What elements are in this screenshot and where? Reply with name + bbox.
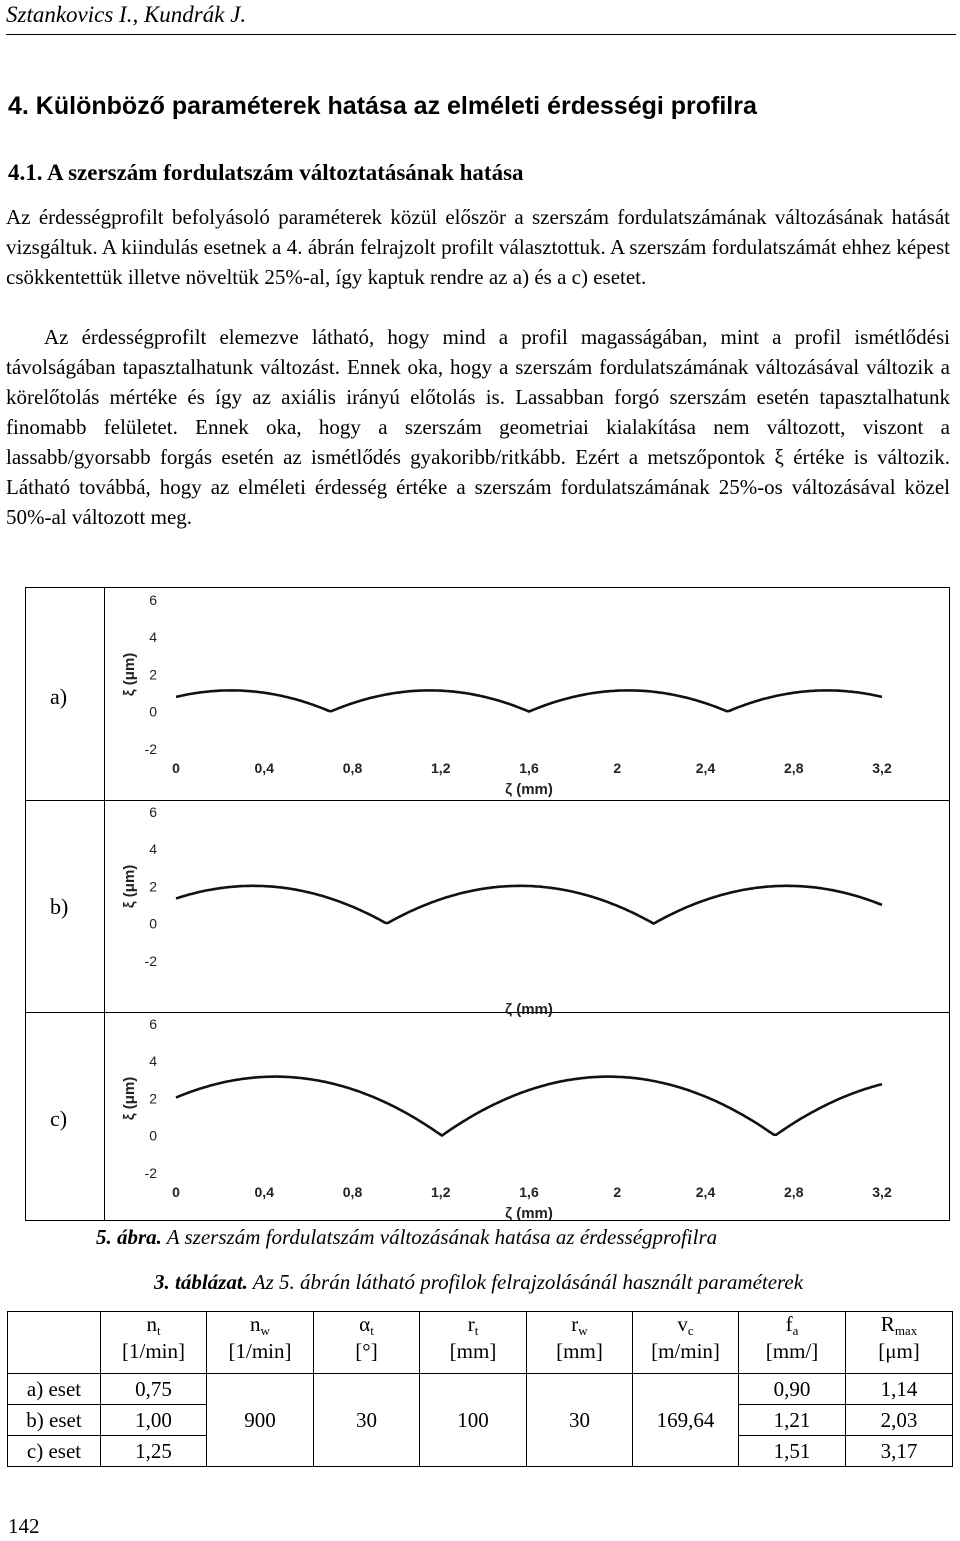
cell-alpha: 30 xyxy=(314,1374,420,1467)
y-tick-label: 2 xyxy=(149,666,157,683)
y-tick-label: 4 xyxy=(149,841,157,858)
table-row xyxy=(8,1374,953,1405)
profile-line xyxy=(176,690,882,711)
cell-nt: 0,75 xyxy=(101,1374,207,1405)
y-tick-label: 2 xyxy=(149,1090,157,1107)
header-rt: $r_t$ [mm] xyxy=(420,1312,527,1374)
y-tick-label: 0 xyxy=(149,703,157,720)
table-caption xyxy=(154,1270,803,1295)
header-rmax: $R_{max}$ [μm] xyxy=(846,1312,953,1374)
x-tick-label: 2,8 xyxy=(784,760,804,776)
y-tick-label: 4 xyxy=(149,629,157,646)
x-tick-label: 0 xyxy=(172,1184,180,1200)
x-tick-label: 0,4 xyxy=(254,760,274,776)
y-tick-label: 6 xyxy=(149,592,157,608)
table-caption-number: 3. táblázat. xyxy=(154,1270,248,1294)
x-axis-label: ζ (mm) xyxy=(505,781,553,798)
y-tick-label: 0 xyxy=(149,915,157,932)
y-tick-label: 4 xyxy=(149,1053,157,1070)
y-tick-label: 0 xyxy=(149,1127,157,1144)
row-label: a) eset xyxy=(8,1374,101,1405)
running-header xyxy=(6,2,956,35)
y-tick-label: -2 xyxy=(144,740,157,757)
header-vc: $v_c$ [m/min] xyxy=(633,1312,739,1374)
y-tick-label: -2 xyxy=(144,1164,157,1181)
x-tick-label: 3,2 xyxy=(872,760,892,776)
paragraph-text: Az érdességprofilt elemezve látható, hogy mind a profil magasságában, mint a profil ismétlődési távolságában tapasztalhatunk változást. Ennek oka, hogy a szerszám fordulatszámának változásával változik a körelőtolás mértéke és így az axiális irányú előtolás is. Lassabban forgó szerszám esetén tapasztalhatunk finomabb felületet. Ennek oka, hogy a szerszám geometriai kialakítása nem változott, viszont a lassabb/gyorsabb forgás esetén az ismétlődés gyakoribb/ritkább. Ezért a metszőpontok ξ értéke is változik. Látható továbbá, hogy az elméleti érdesség értéke a szerszám fordulatszámának 25%-os változásával közel 50%-al változott meg. xyxy=(6,325,950,529)
y-tick-label: 2 xyxy=(149,878,157,895)
figure-caption-number: 5. ábra. xyxy=(96,1225,162,1249)
cell-rmax: 1,14 xyxy=(846,1374,953,1405)
profile-charts xyxy=(106,588,949,1220)
x-tick-label: 2 xyxy=(613,1184,622,1200)
x-tick-label: 3,2 xyxy=(872,1184,892,1200)
y-axis-label: ξ (μm) xyxy=(121,864,138,909)
table-header-row xyxy=(8,1312,953,1374)
x-tick-label: 2,4 xyxy=(695,1184,716,1200)
paragraph-text: Az érdességprofilt befolyásoló paraméterek közül először a szerszám fordulatszámának változásának hatását vizsgáltuk. A kiindulás esetnek a 4. ábrán felrajzolt profilt választottuk. A szerszám fordulatszámát ehhez képest csökkentettük illetve növeltük 25%-al, így kaptuk rendre az a) és a c) esetet. xyxy=(6,205,950,289)
header-alpha: $\alpha_t$ [°] xyxy=(314,1312,420,1374)
x-axis-label: ζ (mm) xyxy=(505,1205,553,1220)
figure-caption xyxy=(96,1225,717,1250)
x-tick-label: 0,4 xyxy=(254,1184,274,1200)
panel-label-a: a) xyxy=(50,684,68,709)
cell-nw: 900 xyxy=(207,1374,314,1467)
x-tick-label: 1,2 xyxy=(431,1184,451,1200)
x-tick-label: 2 xyxy=(613,760,622,776)
x-tick-label: 0,8 xyxy=(342,760,363,776)
header-fa: $f_a$ [mm/] xyxy=(739,1312,846,1374)
cell-rt: 100 xyxy=(420,1374,527,1467)
header-authors: Sztankovics I., Kundrák J. xyxy=(6,2,247,27)
profile-line xyxy=(176,1077,882,1136)
x-tick-label: 0 xyxy=(172,760,180,776)
table-caption-text: Az 5. ábrán látható profilok felrajzolásánál használt paraméterek xyxy=(247,1270,804,1294)
row-label: c) eset xyxy=(8,1436,101,1467)
cell-rw: 30 xyxy=(527,1374,633,1467)
profile-line xyxy=(176,886,882,924)
row-label: b) eset xyxy=(8,1405,101,1436)
cell-fa: 1,21 xyxy=(739,1405,846,1436)
x-tick-label: 2,8 xyxy=(784,1184,804,1200)
cell-vc: 169,64 xyxy=(633,1374,739,1467)
y-tick-label: -2 xyxy=(144,952,157,969)
y-tick-label: 6 xyxy=(149,804,157,820)
x-tick-label: 1,2 xyxy=(431,760,451,776)
page-number: 142 xyxy=(8,1514,40,1538)
table-corner-cell xyxy=(8,1312,101,1374)
parameter-table xyxy=(7,1311,953,1467)
header-rw: $r_w$ [mm] xyxy=(527,1312,633,1374)
section-heading: 4. Különböző paraméterek hatása az elméleti érdességi profilra xyxy=(8,92,757,120)
x-tick-label: 0,8 xyxy=(342,1184,363,1200)
y-axis-label: ξ (μm) xyxy=(121,1076,138,1121)
body-paragraph-2 xyxy=(6,322,950,532)
x-tick-label: 1,6 xyxy=(519,760,539,776)
cell-nt: 1,25 xyxy=(101,1436,207,1467)
cell-rmax: 2,03 xyxy=(846,1405,953,1436)
x-axis-label: ζ (mm) xyxy=(505,1001,553,1018)
x-tick-label: 1,6 xyxy=(519,1184,539,1200)
y-axis-label: ξ (μm) xyxy=(121,652,138,697)
figure-caption-text: A szerszám fordulatszám változásának hatása az érdességprofilra xyxy=(161,1225,718,1249)
header-nw: $n_w$ [1/min] xyxy=(207,1312,314,1374)
x-tick-label: 2,4 xyxy=(695,760,716,776)
cell-fa: 1,51 xyxy=(739,1436,846,1467)
cell-nt: 1,00 xyxy=(101,1405,207,1436)
cell-fa: 0,90 xyxy=(739,1374,846,1405)
panel-label-b: b) xyxy=(50,894,69,919)
subsection-heading: 4.1. A szerszám fordulatszám változtatásának hatása xyxy=(8,160,524,185)
cell-rmax: 3,17 xyxy=(846,1436,953,1467)
panel-label-c: c) xyxy=(50,1106,68,1131)
figure-label-divider xyxy=(104,587,105,1221)
body-paragraph-1 xyxy=(6,202,950,292)
header-nt: $n_t$ [1/min] xyxy=(101,1312,207,1374)
y-tick-label: 6 xyxy=(149,1016,157,1032)
